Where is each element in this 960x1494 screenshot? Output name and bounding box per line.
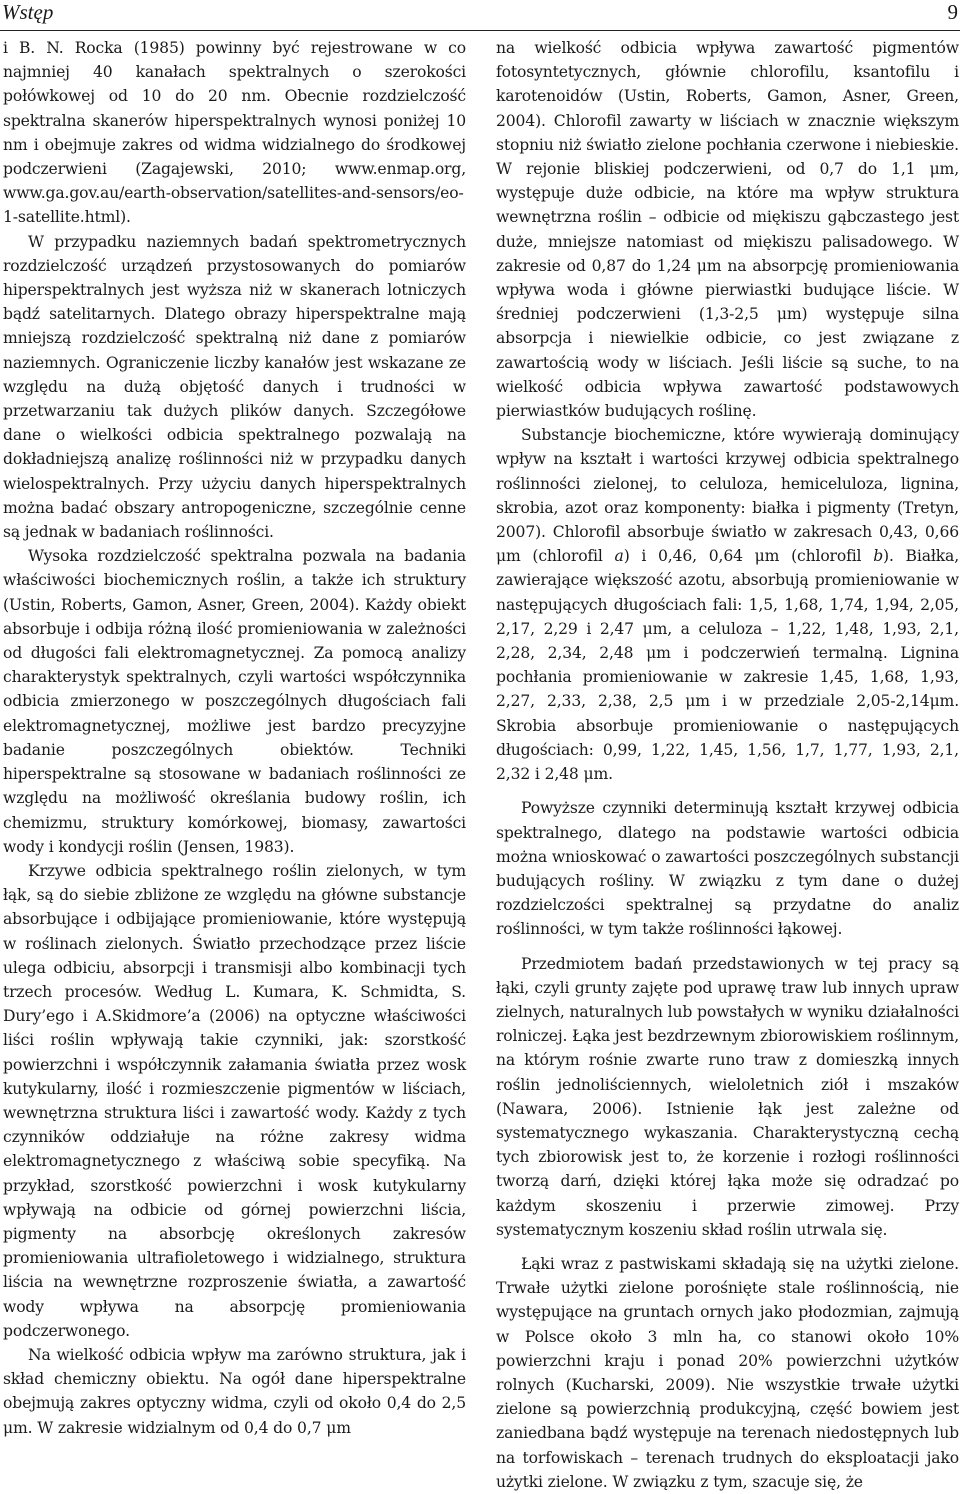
right-paragraph-2 <box>496 423 959 786</box>
right-column <box>496 36 959 1494</box>
right-paragraph-5: Łąki wraz z pastwiskami składają się na użytki zielone. Trwałe użytki zielone porośnięte stale roślinnością, nie występujące na gruntach ornych jako płodozmian, zajmują w Polsce około 3 mln ha, co stanowi około 10% powierzchni kraju i ponad 20% powierzchni użytków rolnych (Kucharski, 2009). Nie wszystkie trwałe użytki zielone są powierzchnią produkcyjną, część bowiem jest zaniedbana bądź występuje na terenach niedostępnych lub na torfowiskach – terenach trudnych do eksploatacji jako użytki zielone. W związku z tym, szacuje się, że <box>496 1254 959 1491</box>
left-paragraph-1: i B. N. Rocka (1985) powinny być rejestrowane w co najmniej 40 kanałach spektralnych o szerokości połówkowej od 10 do 20 nm. Obecnie rozdzielczość spektralna skanerów hiperspektralnych wynosi poniżej 10 nm i obejmuje zakres od widma widzialnego do środkowej podczerwieni (Zagajewski, 2010; www.enmap.org, www.ga.gov.au/earth-observation/satellites-and-sensors/eo-1-satellite.html). <box>3 39 466 227</box>
italic-run: a <box>614 547 624 566</box>
page-number: 9 <box>947 0 958 24</box>
right-paragraph-3: Powyższe czynniki determinują kształt krzywej odbicia spektralnego, dlatego na podstawie wartości odbicia można wnioskować o zawartości poszczególnych substancji budujących rośliny. W związku z tym dane o dużej rozdzielczości spektralnej są przydatne do analiz roślinności, w tym także roślinności łąkowej. <box>496 799 959 939</box>
left-column <box>3 36 466 1440</box>
left-paragraph-2: W przypadku naziemnych badań spektrometrycznych rozdzielczość urządzeń przystosowanych do pomiarów hiperspektralnych jest wyższa niż w skanerach lotniczych bądź satelitarnych. Dlatego obrazy hiperspektralne mają mniejszą rozdzielczość spektralną niż dane z pomiarów naziemnych. Ograniczenie liczby kanałów jest wskazane ze względu na dużą objętość danych i trudności w przetwarzaniu tak dużych plików danych. Szczegółowe dane o wielkości odbicia spektralnego pozwalają na dokładniejszą analizę roślinności niż w przypadku danych wielospektralnych. Przy użyciu danych hiperspektralnych można badać obszary antropogeniczne, szczególnie cenne są jednak w badaniach roślinności. <box>3 232 466 542</box>
right-paragraph-1: na wielkość odbicia wpływa zawartość pigmentów fotosyntetycznych, głównie chlorofilu, ksantofilu i karotenoidów (Ustin, Roberts, Gamon, Asner, Green, 2004). Chlorofil zawarty w liściach w znacznie większym stopniu niż światło zielone pochłania czerwone i niebieskie. W rejonie bliskiej podczerwieni, od 0,7 do 1,1 μm, występuje duże odbicie, na które ma wpływ struktura wewnętrzna roślin – odbicie od miękiszu gąbczastego jest duże, mniejsze natomiast od miękiszu palisadowego. W zakresie od 0,87 do 1,24 μm na absorpcję promieniowania wpływa woda i główne pierwiastki budujące liście. W średniej podczerwieni (1,3-2,5 μm) występuje silna absorpcja i niewielkie odbicie, co jest związane z zawartością wody w liściach. Jeśli liście są suche, to na wielkość odbicia wpływa zawartość podstawowych pierwiastków budujących roślinę. <box>496 39 959 421</box>
left-paragraph-4: Krzywe odbicia spektralnego roślin zielonych, w tym łąk, są do siebie zbliżone ze względu na główne substancje absorbujące i odbijające promieniowanie, które występują w roślinach zielonych. Światło przechodzące przez liście ulega odbiciu, absorpcji i transmisji albo kombinacji tych trzech procesów. Według L. Kumara, K. Schmidta, S. Dury’ego i A.Skidmore’a (2006) na optyczne właściwości liści roślin wpływają takie czynniki, jak: szorstkość powierzchni i współczynnik załamania światła przez wosk kutykularny, ilość i rozmieszczenie pigmentów w liściach, wewnętrzna struktura liści i zawartość wody. Każdy z tych czynników oddziałuje na różne zakresy widma elektromagnetycznego z właściwą sobie specyfiką. Na przykład, szorstkość powierzchni i wosk kutykularny wpływają na odbicie od górnej powierzchni liścia, pigmenty na absorbcję określonych zakresów promieniowania ultrafioletowego i widzialnego, struktura liścia na wewnętrzne rozproszenie światła, a zawartość wody wpływa na absorpcję promieniowania podczerwonego. <box>3 861 466 1340</box>
text-run: ). Białka, zawierające większość azotu, absorbują promieniowanie w następujących długościach fali: 1,5, 1,68, 1,74, 1,94, 2,05, 2,17, 2,29 i 2,47 μm, a celuloza – 1,22, 1,48, 1,93, 2,1, 2,28, 2,34, 2,48 μm i podczerwień termalną. Lignina pochłania promieniowanie w zakresie 1,45, 1,68, 1,93, 2,27, 2,33, 2,38, 2,5 μm i w przedziale 2,05-2,14μm. Skrobia absorbuje promieniowanie o następujących długościach: 0,99, 1,22, 1,45, 1,56, 1,7, 1,77, 1,93, 2,1, 2,32 i 2,48 μm. <box>496 547 960 784</box>
page-header <box>0 0 960 31</box>
left-paragraph-3: Wysoka rozdzielczość spektralna pozwala na badania właściwości biochemicznych roślin, a także ich struktury (Ustin, Roberts, Gamon, Asner, Green, 2004). Każdy obiekt absorbuje i odbija różną ilość promieniowania w zależności od długości fali elektromagnetycznej. Za pomocą analizy charakterystyk spektralnych, czyli wartości współczynnika odbicia zmierzonego w poszczególnych długościach fali elektromagnetycznej, możliwe jest bardzo precyzyjne badanie poszczególnych obiektów. Techniki hiperspektralne są stosowane w badaniach roślinności ze względu na możliwość określania budowy roślin, ich chemizmu, struktury komórkowej, biomasy, zawartości wody i kondycji roślin (Jensen, 1983). <box>3 547 466 856</box>
right-paragraph-4: Przedmiotem badań przedstawionych w tej pracy są łąki, czyli grunty zajęte pod uprawę traw lub innych upraw zielnych, naturalnych lub powstałych w wyniku działalności rolniczej. Łąka jest bezdrzewnym zbiorowiskiem roślinnym, na którym rośnie zwarte runo traw z domieszką innych roślin jednoliściennych, wieloletnich ziół i mszaków (Nawara, 2006). Istnienie łąk jest zależne od systematycznego wykaszania. Charakterystyczną cechą tych zbiorowisk jest to, że korzenie i rozłogi roślinności tworzą darń, dzięki której łąka może się odradzać po każdym skoszeniu i przerwie zimowej. Przy systematycznym koszeniu skład roślin utrwala się. <box>496 954 960 1239</box>
italic-run: b <box>873 547 884 566</box>
text-run: ) i 0,46, 0,64 μm (chlorofil <box>623 547 874 566</box>
left-paragraph-5: Na wielkość odbicia wpływ ma zarówno struktura, jak i skład chemiczny obiektu. Na ogół dane hiperspektralne obejmują zakres optyczny widma, czyli od około 0,4 do 2,5 μm. W zakresie widzialnym od 0,4 do 0,7 μm <box>3 1345 466 1437</box>
text-run: Substancje biochemiczne, które wywierają dominujący wpływ na kształt i wartości krzywej odbicia spektralnego roślinności zielonej, to celuloza, hemiceluloza, lignina, skrobia, azot oraz komponenty: białka i pigmenty (Tretyn, 2007). Chlorofil absorbuje światło w zakresach 0,43, 0,66 μm (chlorofil <box>496 426 959 566</box>
running-title: Wstęp <box>2 0 54 24</box>
